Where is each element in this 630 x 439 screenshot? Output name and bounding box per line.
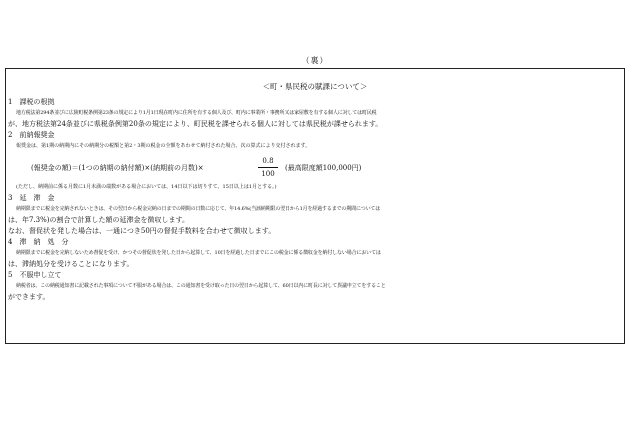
section-text-1b: が、地方税法第24条並びに県税条例第20条の規定により、町民税を課せられる個人に対しては県民税が課せられます。	[8, 120, 383, 128]
formula-numerator: 0.8	[262, 157, 274, 165]
notice-title: ＜町・県民税の賦課について＞	[262, 82, 368, 91]
formula-note: (ただし、納期前に係る月数に1月未満の端数がある場合においては、14日以下は切りすて、15日以上は1月とする。)	[16, 184, 277, 190]
section-heading-5: 5 不服申し立て	[8, 271, 62, 279]
section-heading-3: 3 延 滞 金	[8, 194, 55, 202]
reward-formula	[8, 156, 620, 182]
section-text-5b: ができます。	[8, 293, 50, 301]
section-text-3b: は、年7.3%)の割合で計算した額の延滞金を徴収します。	[8, 216, 189, 224]
section-text-3c: なお、督促状を発した場合は、一通につき50円の督促手数料を合わせて徴収します。	[8, 227, 276, 235]
formula-lhs: (報奨金の額)＝(1つの納期の納付額)×(納期前の月数)×	[31, 164, 204, 172]
section-text-2: 報奨金は、第1期の納期内にその納期分の税額と第2・3期の税金の全額をあわせて納付された場合、次の算式により交付されます。	[16, 143, 311, 149]
section-text-4a: 納期限までに税金を完納しないため督促を受け、かつその督促状を発した日から起算して、10日を経過した日までにこの税金に係る徴収金を納付しない場合においては	[16, 250, 381, 256]
formula-fraction	[258, 156, 278, 179]
fraction-bar	[258, 167, 278, 168]
section-text-4b: は、滞納処分を受けることになります。	[8, 260, 134, 268]
notice-body	[8, 97, 620, 303]
section-text-3a: 納期限までに税金を完納されないときは、その翌日から税金完納の日までの期間の日数に応じて、年14.6%(当該納期限の翌日から1月を経過するまでの期間については	[16, 206, 381, 212]
section-heading-2: 2 前納報奨金	[8, 131, 55, 139]
formula-rhs: (最高限度額100,000円)	[285, 164, 362, 172]
page-side-label: （裏）	[301, 56, 329, 65]
section-text-1a: 地方税法第294条並びに広陵町税条例第23条の規定により1月1日現在町内に住所を有する個人及び、町内に事業所・事務所又は家屋敷を有する個人に対しては町民税	[16, 110, 377, 116]
section-text-5a: 納税者は、この納税通知書に記載された事項について不服がある場合は、この通知書を受け取った日の翌日から起算して、60日以内に町長に対して異議申立てをすること	[16, 283, 386, 289]
section-heading-4: 4 滞 納 処 分	[8, 238, 69, 246]
formula-denominator: 100	[261, 170, 275, 178]
section-heading-1: 1 課税の根拠	[8, 98, 55, 106]
